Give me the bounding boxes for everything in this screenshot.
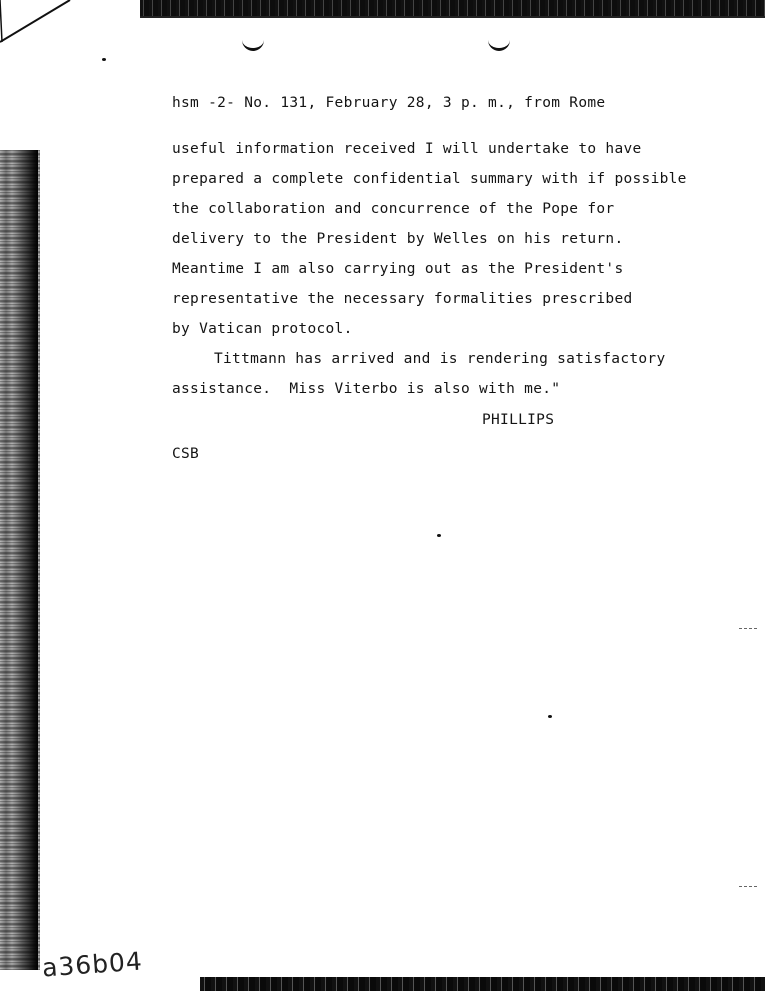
scan-border-bottom [200, 977, 765, 991]
signature: PHILLIPS [482, 412, 555, 428]
body-line: representative the necessary formalities prescribed [172, 291, 633, 307]
speck [437, 534, 441, 537]
scan-border-left [0, 150, 40, 970]
scan-mark [739, 628, 757, 629]
punch-mark [488, 40, 510, 51]
body-line: Meantime I am also carrying out as the President's [172, 261, 624, 277]
body-line: assistance. Miss Viterbo is also with me." [172, 381, 561, 397]
body-line: the collaboration and concurrence of the Pope for [172, 201, 615, 217]
speck [102, 58, 106, 61]
corner-fold-mark [0, 0, 80, 50]
scan-border-top [140, 0, 765, 18]
scan-mark [739, 886, 757, 887]
speck [548, 715, 552, 718]
body-line: prepared a complete confidential summary with if possible [172, 171, 687, 187]
typist-initials: CSB [172, 446, 200, 462]
telegram-header: hsm -2- No. 131, February 28, 3 p. m., from Rome [172, 95, 606, 111]
body-line: delivery to the President by Welles on his return. [172, 231, 624, 247]
handwritten-file-number: a36b04 [41, 946, 144, 983]
body-line: Tittmann has arrived and is rendering satisfactory [214, 351, 666, 367]
body-line: by Vatican protocol. [172, 321, 353, 337]
punch-mark [242, 40, 264, 51]
body-line: useful information received I will undertake to have [172, 141, 642, 157]
